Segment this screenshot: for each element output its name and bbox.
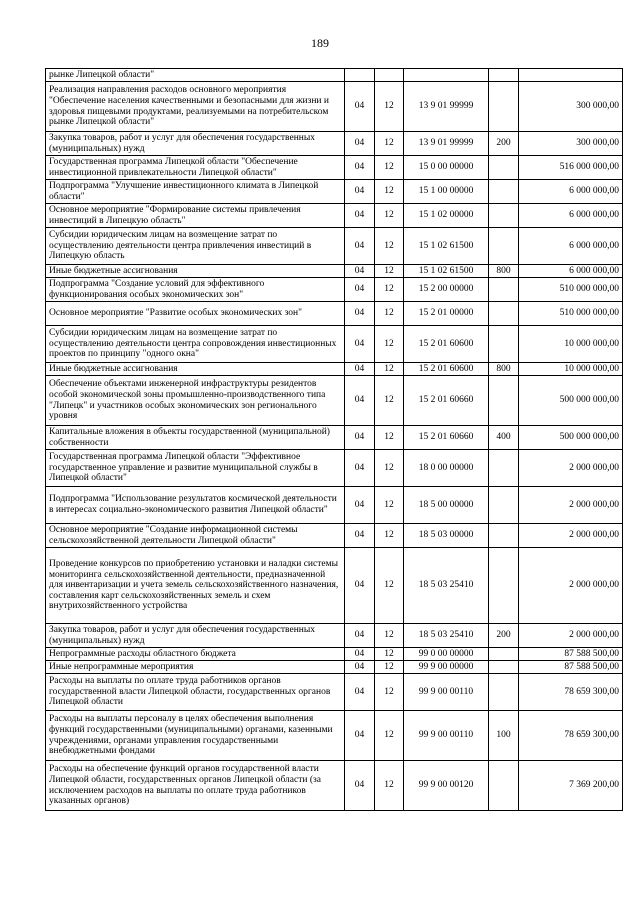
table-row	[46, 363, 623, 376]
row-target-article: 15 1 00 00000	[404, 180, 489, 204]
row-expense-type	[489, 278, 519, 302]
row-name: Обеспечение объектами инженерной инфраструктуры резидентов особой экономической зоны промышленно-производственного типа "Липецк" и участников особых экономических зон регионального уровня	[46, 376, 345, 426]
row-target-article: 15 1 02 61500	[404, 265, 489, 278]
row-expense-type	[489, 82, 519, 132]
row-name: Реализация направления расходов основного мероприятия "Обеспечение населения качественными и безопасными для жизни и здоровья пищевыми продуктами, реализуемыми на потребительском рынке Липецкой области"	[46, 82, 345, 132]
row-target-article: 18 5 03 25410	[404, 548, 489, 624]
row-target-article: 13 9 01 99999	[404, 132, 489, 156]
row-subsection-code: 12	[375, 674, 404, 711]
row-target-article: 15 2 00 00000	[404, 278, 489, 302]
row-name: Иные непрограммные мероприятия	[46, 661, 345, 674]
table-row	[46, 156, 623, 180]
row-section-code: 04	[345, 426, 375, 450]
row-subsection-code: 12	[375, 648, 404, 661]
row-section-code: 04	[345, 302, 375, 326]
table-row	[46, 761, 623, 811]
row-target-article: 99 9 00 00000	[404, 661, 489, 674]
row-amount: 87 588 500,00	[519, 648, 623, 661]
row-expense-type: 200	[489, 624, 519, 648]
row-section-code: 04	[345, 548, 375, 624]
table-row	[46, 69, 623, 82]
row-target-article: 15 2 01 60660	[404, 426, 489, 450]
row-expense-type	[489, 548, 519, 624]
row-target-article: 99 9 00 00120	[404, 761, 489, 811]
row-amount: 300 000,00	[519, 132, 623, 156]
row-subsection-code: 12	[375, 363, 404, 376]
row-section-code: 04	[345, 711, 375, 761]
row-amount: 6 000 000,00	[519, 228, 623, 265]
row-subsection-code: 12	[375, 426, 404, 450]
row-amount: 2 000 000,00	[519, 624, 623, 648]
row-subsection-code: 12	[375, 302, 404, 326]
row-subsection-code: 12	[375, 548, 404, 624]
row-section-code: 04	[345, 624, 375, 648]
row-target-article: 99 9 00 00110	[404, 674, 489, 711]
row-expense-type	[489, 376, 519, 426]
row-target-article: 99 9 00 00110	[404, 711, 489, 761]
table-row	[46, 487, 623, 524]
row-subsection-code: 12	[375, 265, 404, 278]
row-expense-type	[489, 761, 519, 811]
row-target-article: 15 2 01 60600	[404, 363, 489, 376]
row-expense-type	[489, 450, 519, 487]
row-name: Основное мероприятие "Развитие особых экономических зон"	[46, 302, 345, 326]
row-expense-type: 800	[489, 265, 519, 278]
row-name: Подпрограмма "Использование результатов космической деятельности в интересах социально-экономического развития Липецкой области"	[46, 487, 345, 524]
row-subsection-code: 12	[375, 761, 404, 811]
row-section-code: 04	[345, 278, 375, 302]
row-subsection-code: 12	[375, 624, 404, 648]
row-subsection-code: 12	[375, 376, 404, 426]
row-amount: 516 000 000,00	[519, 156, 623, 180]
row-target-article: 15 2 01 60600	[404, 326, 489, 363]
row-subsection-code: 12	[375, 156, 404, 180]
row-target-article: 15 1 02 61500	[404, 228, 489, 265]
row-expense-type	[489, 524, 519, 548]
row-target-article: 99 0 00 00000	[404, 648, 489, 661]
table-row	[46, 426, 623, 450]
row-expense-type: 100	[489, 711, 519, 761]
row-target-article: 18 5 03 00000	[404, 524, 489, 548]
row-subsection-code: 12	[375, 661, 404, 674]
row-name: Подпрограмма "Создание условий для эффективного функционирования особых экономических зон"	[46, 278, 345, 302]
row-section-code: 04	[345, 156, 375, 180]
row-target-article: 15 1 02 00000	[404, 204, 489, 228]
row-name: Расходы на обеспечение функций органов государственной власти Липецкой области, государственных органов Липецкой области (за исключением расходов на выплаты по оплате труда работников указанных органов)	[46, 761, 345, 811]
row-name: Государственная программа Липецкой области "Эффективное государственное управление и развитие муниципальной службы в Липецкой области"	[46, 450, 345, 487]
row-amount: 6 000 000,00	[519, 265, 623, 278]
row-expense-type	[489, 648, 519, 661]
row-subsection-code: 12	[375, 278, 404, 302]
table-row	[46, 302, 623, 326]
row-amount	[519, 69, 623, 82]
row-amount: 6 000 000,00	[519, 204, 623, 228]
table-row	[46, 661, 623, 674]
row-expense-type	[489, 661, 519, 674]
row-name: Субсидии юридическим лицам на возмещение затрат по осуществлению деятельности центра привлечения инвестиций в Липецкую область	[46, 228, 345, 265]
row-subsection-code: 12	[375, 450, 404, 487]
row-subsection-code	[375, 69, 404, 82]
row-section-code: 04	[345, 761, 375, 811]
row-expense-type: 400	[489, 426, 519, 450]
row-section-code: 04	[345, 363, 375, 376]
table-row	[46, 82, 623, 132]
row-amount: 7 369 200,00	[519, 761, 623, 811]
row-section-code: 04	[345, 265, 375, 278]
table-row	[46, 326, 623, 363]
row-name: Подпрограмма "Улучшение инвестиционного климата в Липецкой области"	[46, 180, 345, 204]
row-amount: 2 000 000,00	[519, 450, 623, 487]
row-amount: 78 659 300,00	[519, 674, 623, 711]
row-target-article: 15 0 00 00000	[404, 156, 489, 180]
row-expense-type	[489, 180, 519, 204]
table-row	[46, 524, 623, 548]
row-section-code: 04	[345, 648, 375, 661]
row-name: Основное мероприятие "Создание информационной системы сельскохозяйственной деятельности Липецкой области"	[46, 524, 345, 548]
table-row	[46, 674, 623, 711]
row-section-code: 04	[345, 674, 375, 711]
row-subsection-code: 12	[375, 82, 404, 132]
row-expense-type	[489, 69, 519, 82]
row-subsection-code: 12	[375, 132, 404, 156]
row-section-code: 04	[345, 180, 375, 204]
table-row	[46, 204, 623, 228]
row-name: Закупка товаров, работ и услуг для обеспечения государственных (муниципальных) нужд	[46, 624, 345, 648]
row-amount: 2 000 000,00	[519, 524, 623, 548]
row-expense-type: 800	[489, 363, 519, 376]
table-row	[46, 450, 623, 487]
row-section-code: 04	[345, 326, 375, 363]
row-expense-type	[489, 674, 519, 711]
row-section-code	[345, 69, 375, 82]
row-expense-type	[489, 156, 519, 180]
row-section-code: 04	[345, 487, 375, 524]
row-subsection-code: 12	[375, 326, 404, 363]
row-name: Иные бюджетные ассигнования	[46, 363, 345, 376]
row-section-code: 04	[345, 82, 375, 132]
row-target-article: 13 9 01 99999	[404, 82, 489, 132]
row-amount: 78 659 300,00	[519, 711, 623, 761]
table-row	[46, 228, 623, 265]
budget-table-body	[46, 69, 623, 811]
table-row	[46, 278, 623, 302]
row-expense-type	[489, 228, 519, 265]
row-section-code: 04	[345, 661, 375, 674]
row-amount: 300 000,00	[519, 82, 623, 132]
table-row	[46, 648, 623, 661]
row-subsection-code: 12	[375, 524, 404, 548]
row-section-code: 04	[345, 450, 375, 487]
row-amount: 2 000 000,00	[519, 487, 623, 524]
row-amount: 6 000 000,00	[519, 180, 623, 204]
row-expense-type	[489, 326, 519, 363]
row-amount: 10 000 000,00	[519, 363, 623, 376]
row-name: Расходы на выплаты персоналу в целях обеспечения выполнения функций государственными (муниципальными) органами, казенными учреждениями, органами управления государственными внебюджетными фондами	[46, 711, 345, 761]
row-name: Непрограммные расходы областного бюджета	[46, 648, 345, 661]
row-expense-type	[489, 302, 519, 326]
row-name: Закупка товаров, работ и услуг для обеспечения государственных (муниципальных) нужд	[46, 132, 345, 156]
row-amount: 10 000 000,00	[519, 326, 623, 363]
row-subsection-code: 12	[375, 487, 404, 524]
table-row	[46, 180, 623, 204]
row-target-article: 15 2 01 60660	[404, 376, 489, 426]
row-subsection-code: 12	[375, 180, 404, 204]
row-name: Капитальные вложения в объекты государственной (муниципальной) собственности	[46, 426, 345, 450]
row-target-article: 15 2 01 00000	[404, 302, 489, 326]
table-row	[46, 376, 623, 426]
row-name: Основное мероприятие "Формирование системы привлечения инвестиций в Липецкую область"	[46, 204, 345, 228]
row-name: Государственная программа Липецкой области "Обеспечение инвестиционной привлекательности Липецкой области"	[46, 156, 345, 180]
table-row	[46, 624, 623, 648]
row-name: Расходы на выплаты по оплате труда работников органов государственной власти Липецкой области, государственных органов Липецкой области	[46, 674, 345, 711]
table-row	[46, 265, 623, 278]
row-target-article	[404, 69, 489, 82]
row-name: Проведение конкурсов по приобретению установки и наладки системы мониторинга сельскохозяйственной деятельности, предназначенной для инвентаризации и учета земель сельскохозяйственного назначения, составления карт сельскохозяйственных земель и схем внутрихозяйственного устройства	[46, 548, 345, 624]
row-section-code: 04	[345, 132, 375, 156]
row-expense-type	[489, 487, 519, 524]
row-amount: 2 000 000,00	[519, 548, 623, 624]
row-section-code: 04	[345, 524, 375, 548]
table-row	[46, 132, 623, 156]
row-name: Иные бюджетные ассигнования	[46, 265, 345, 278]
row-subsection-code: 12	[375, 228, 404, 265]
row-name: Субсидии юридическим лицам на возмещение затрат по осуществлению деятельности центра сопровождения инвестиционных проектов по принципу "одного окна"	[46, 326, 345, 363]
row-section-code: 04	[345, 204, 375, 228]
table-row	[46, 711, 623, 761]
row-target-article: 18 0 00 00000	[404, 450, 489, 487]
row-subsection-code: 12	[375, 204, 404, 228]
row-amount: 510 000 000,00	[519, 302, 623, 326]
row-section-code: 04	[345, 376, 375, 426]
row-section-code: 04	[345, 228, 375, 265]
row-expense-type	[489, 204, 519, 228]
row-name: рынке Липецкой области"	[46, 69, 345, 82]
row-target-article: 18 5 00 00000	[404, 487, 489, 524]
row-target-article: 18 5 03 25410	[404, 624, 489, 648]
page-number: 189	[311, 36, 329, 50]
row-amount: 500 000 000,00	[519, 376, 623, 426]
row-subsection-code: 12	[375, 711, 404, 761]
row-amount: 510 000 000,00	[519, 278, 623, 302]
budget-table	[45, 68, 623, 811]
table-row	[46, 548, 623, 624]
row-amount: 87 588 500,00	[519, 661, 623, 674]
row-amount: 500 000 000,00	[519, 426, 623, 450]
row-expense-type: 200	[489, 132, 519, 156]
